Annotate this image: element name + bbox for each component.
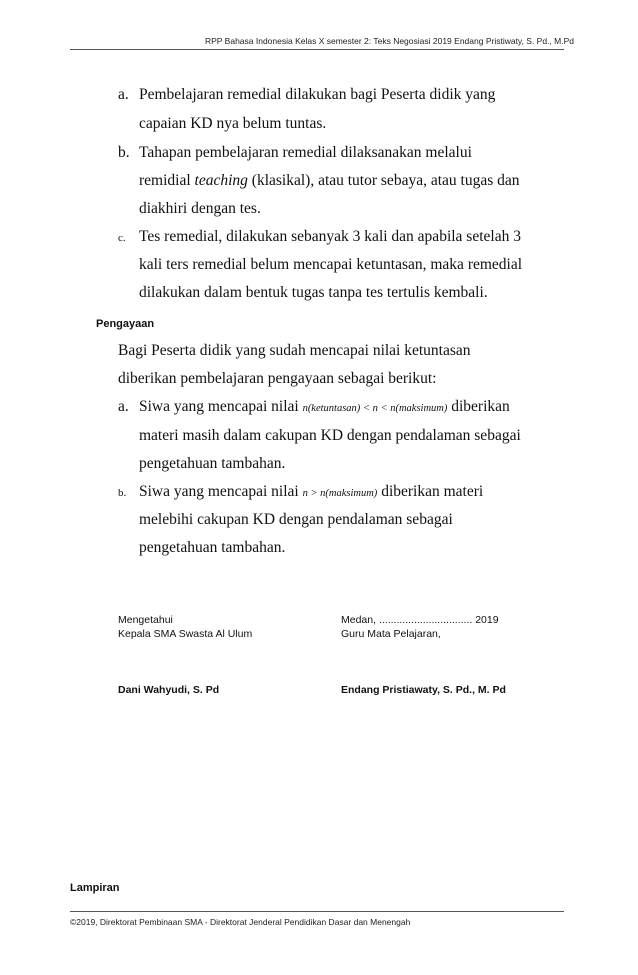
running-header: RPP Bahasa Indonesia Kelas X semester 2: Teks Negosiasi 2019 Endang Pristiwaty, S. Pd., M.Pd [204,36,574,46]
list-marker-b: b. [118,144,130,161]
pengayaan-intro-line1: Bagi Peserta didik yang sudah mencapai nilai ketuntasan [118,342,471,359]
signature-right-name: Endang Pristiawaty, S. Pd., M. Pd [341,684,506,696]
pengayaan-a-formula: n(ketuntasan) < n < n(maksimum) [302,403,448,414]
pengayaan-b-line1-post: diberikan materi [377,483,484,500]
signature-left-line1: Mengetahui [118,614,173,626]
remedial-c-line1: Tes remedial, dilakukan sebanyak 3 kali dan apabila setelah 3 [139,228,521,245]
remedial-b-line3: diakhiri dengan tes. [139,200,261,217]
pengayaan-b-line1 [139,483,483,501]
remedial-b-line2 [139,172,520,190]
remedial-b-line1: Tahapan pembelajaran remedial dilaksanakan melalui [139,144,472,161]
pengayaan-b-line3: pengetahuan tambahan. [139,539,286,556]
list-marker-c: c. [118,232,126,244]
remedial-c-line3: dilakukan dalam bentuk tugas tanpa tes tertulis kembali. [139,284,488,301]
remedial-b-line2-post: (klasikal), atau tutor sebaya, atau tugas dan [247,172,520,189]
pengayaan-marker-a: a. [118,398,129,415]
pengayaan-a-line1-post: diberikan [447,398,510,415]
list-marker-a: a. [118,86,129,103]
pengayaan-a-line1 [139,398,510,416]
remedial-c-line2: kali ters remedial belum mencapai ketuntasan, maka remedial [139,256,523,273]
pengayaan-b-line1-pre: Siwa yang mencapai nilai [139,483,303,500]
signature-right-line1: Medan, ................................ 2019 [341,614,499,626]
signature-left-line2: Kepala SMA Swasta Al Ulum [118,628,253,640]
signature-right-line2: Guru Mata Pelajaran, [341,628,441,640]
remedial-a-line2: capaian KD nya belum tuntas. [139,115,327,132]
remedial-b-term: teaching [194,172,248,189]
pengayaan-marker-b: b. [118,487,127,499]
footer-rule [70,911,564,912]
pengayaan-b-formula: n > n(maksimum) [302,488,378,499]
signature-left-name: Dani Wahyudi, S. Pd [118,684,220,696]
pengayaan-b-line2: melebihi cakupan KD dengan pendalaman sebagai [139,511,453,528]
header-rule [70,49,564,50]
remedial-a-line1: Pembelajaran remedial dilakukan bagi Peserta didik yang [139,86,496,103]
lampiran-heading: Lampiran [70,882,120,894]
pengayaan-intro-line2: diberikan pembelajaran pengayaan sebagai berikut: [118,370,437,387]
footer-copyright: ©2019, Direktorat Pembinaan SMA - Direktorat Jenderal Pendidikan Dasar dan Menengah [70,917,411,927]
pengayaan-a-line3: pengetahuan tambahan. [139,455,286,472]
pengayaan-a-line2: materi masih dalam cakupan KD dengan pendalaman sebagai [139,427,521,444]
section-heading-pengayaan: Pengayaan [96,318,155,330]
pengayaan-a-line1-pre: Siwa yang mencapai nilai [139,398,303,415]
remedial-b-line2-pre: remidial [139,172,195,189]
